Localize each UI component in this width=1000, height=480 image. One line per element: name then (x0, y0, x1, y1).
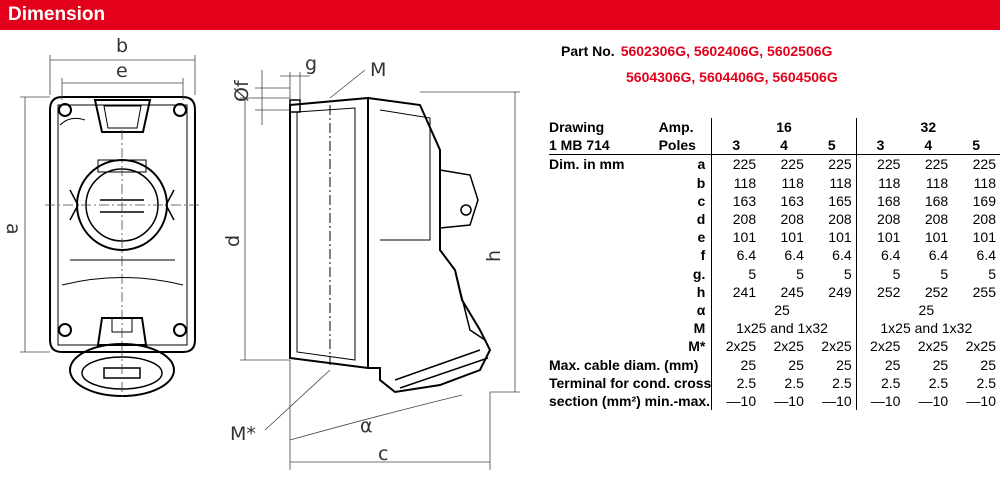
poles-label: Poles (659, 136, 712, 155)
table-cell: 2.5 (856, 374, 904, 392)
dim-label-a: a (2, 223, 24, 235)
table-cell: 249 (828, 283, 852, 300)
table-header-row-1 (549, 118, 1000, 136)
table-cell: —10 (918, 392, 949, 409)
table-cell: —10 (712, 392, 760, 410)
poles-cell: 5 (952, 136, 1000, 155)
table-cell: 6.4 (712, 246, 760, 264)
table-header-row-2 (549, 136, 1000, 155)
table-cell: 2.5 (712, 374, 760, 392)
table-cell: 208 (712, 210, 760, 228)
table-cell: 2.5 (832, 374, 852, 391)
table-cell: 2x25 (965, 338, 996, 355)
row-key: e (697, 229, 706, 246)
table-cell: 5 (940, 265, 949, 282)
table-cell: 168 (924, 192, 949, 209)
table-cell: 225 (924, 156, 949, 173)
table-cell: 245 (780, 283, 804, 300)
table-cell: 1x25 and 1x32 (712, 319, 856, 337)
table-cell: 225 (712, 155, 760, 174)
table-cell: 118 (829, 174, 852, 191)
table-cell: 252 (924, 283, 949, 300)
row-key: α (696, 301, 706, 318)
table-cell: 5 (796, 265, 804, 282)
table-row (549, 319, 1000, 337)
table-cell: 208 (924, 211, 949, 228)
table-cell: —10 (822, 392, 852, 409)
dim-label-f: Øf (231, 80, 253, 102)
row-key: c (697, 192, 706, 209)
dim-label-d: d (222, 234, 244, 247)
table-cell: 118 (712, 174, 760, 192)
terminal-label-1: Terminal for cond. cross (549, 374, 712, 391)
table-cell: 163 (780, 192, 804, 209)
table-cell: 208 (780, 211, 804, 228)
table-cell: 25 (932, 356, 949, 373)
amp-16: 16 (712, 118, 856, 136)
table-row (549, 192, 1000, 210)
table-cell: 1x25 and 1x32 (856, 319, 1000, 337)
table-cell: 6.4 (976, 247, 996, 264)
terminal-label-2: section (mm²) min.-max. (549, 392, 711, 409)
table-cell: 2x25 (856, 337, 904, 355)
table-cell: 225 (780, 156, 804, 173)
side-dimensions (240, 70, 520, 470)
amp-label: Amp. (658, 119, 694, 136)
table-row (549, 355, 1000, 373)
table-cell: 255 (972, 283, 996, 300)
table-cell: 2.5 (976, 374, 996, 391)
cable-label: Max. cable diam. (mm) (549, 356, 699, 373)
row-key: b (696, 174, 706, 191)
row-key: g. (692, 265, 706, 282)
table-cell: 225 (972, 156, 996, 173)
table-cell: 25 (980, 356, 996, 373)
table-row (549, 228, 1000, 246)
table-cell: 208 (828, 211, 852, 228)
table-cell: 25 (712, 301, 856, 319)
table-cell: 101 (856, 228, 904, 246)
table-cell: 101 (828, 229, 852, 246)
table-cell: 225 (828, 156, 852, 173)
dim-label-b: b (116, 35, 129, 57)
dim-label-m: M (370, 59, 387, 81)
table-cell: 25 (856, 355, 904, 373)
drawing-label: Drawing (549, 119, 605, 136)
poles-cell: 5 (808, 136, 856, 155)
table-cell: 168 (856, 192, 904, 210)
drawing-number: 1 MB 714 (549, 136, 659, 155)
table-cell: 118 (856, 174, 904, 192)
table-row (549, 337, 1000, 355)
dim-label-c: c (378, 443, 389, 465)
row-key: M* (688, 338, 706, 355)
row-key: f (700, 247, 706, 264)
table-cell: 208 (856, 210, 904, 228)
table-cell: 25 (712, 355, 760, 373)
row-key: d (696, 211, 706, 228)
side-dim-labels (222, 53, 505, 465)
front-view (50, 97, 195, 396)
table-cell: 118 (781, 174, 804, 191)
poles-cell: 3 (856, 136, 904, 155)
dim-label-m-star: M* (230, 423, 256, 445)
table-cell: 2x25 (773, 338, 804, 355)
table-cell: 6.4 (928, 247, 949, 264)
table-row (549, 392, 1000, 410)
table-cell: 2.5 (784, 374, 804, 391)
table-row (549, 265, 1000, 283)
table-cell: 165 (828, 192, 852, 209)
table-cell: 208 (972, 211, 996, 228)
dim-label-h: h (483, 249, 505, 262)
table-cell: 5 (988, 265, 996, 282)
table-cell: —10 (966, 392, 996, 409)
row-key: a (697, 156, 706, 173)
dimension-table (549, 118, 1000, 410)
table-cell: 5 (712, 265, 760, 283)
row-key: h (696, 283, 706, 300)
table-cell: 101 (780, 229, 804, 246)
table-cell: 6.4 (784, 247, 804, 264)
table-cell: 25 (836, 356, 852, 373)
dim-in-mm-label: Dim. in mm (549, 156, 625, 173)
table-row (549, 246, 1000, 264)
table-cell: 5 (843, 265, 852, 282)
table-cell: 241 (712, 283, 760, 301)
side-view (290, 98, 490, 392)
poles-cell: 4 (760, 136, 808, 155)
table-cell: 2x25 (712, 337, 760, 355)
header-bar (0, 0, 1000, 30)
table-cell: 2x25 (917, 338, 949, 355)
table-cell: 225 (856, 155, 904, 174)
table-cell: 169 (972, 192, 996, 209)
front-dimensions (20, 55, 200, 400)
part-no-line-2: 5604306G, 5604406G, 5604506G (626, 69, 838, 85)
table-cell: 2.5 (928, 374, 949, 391)
part-no-label: Part No. (561, 43, 615, 59)
dim-label-g: g (305, 53, 318, 75)
table-row (549, 174, 1000, 192)
row-key: M (693, 320, 706, 337)
table-cell: 5 (856, 265, 904, 283)
table-cell: 118 (925, 174, 949, 191)
table-row (549, 155, 1000, 174)
table-cell: 2x25 (821, 338, 852, 355)
table-cell: 25 (788, 356, 804, 373)
table-cell: 101 (924, 229, 949, 246)
table-cell: 101 (972, 229, 996, 246)
table-cell: 101 (712, 228, 760, 246)
amp-32: 32 (856, 118, 1000, 136)
dim-label-e: e (116, 60, 128, 82)
table-cell: —10 (774, 392, 804, 409)
table-cell: 118 (973, 174, 996, 191)
table-cell: 6.4 (832, 247, 852, 264)
part-numbers (561, 38, 838, 85)
section-title: Dimension (8, 4, 106, 25)
table-cell: 252 (856, 283, 904, 301)
table-cell: 163 (712, 192, 760, 210)
table-cell: 25 (856, 301, 1000, 319)
table-cell: —10 (856, 392, 904, 410)
dim-label-alpha: α (360, 415, 373, 437)
part-no-line-1: 5602306G, 5602406G, 5602506G (620, 43, 833, 59)
table-row (549, 283, 1000, 301)
table-row (549, 210, 1000, 228)
poles-cell: 4 (904, 136, 952, 155)
table-row (549, 374, 1000, 392)
technical-drawing (0, 30, 530, 480)
poles-cell: 3 (712, 136, 760, 155)
table-row (549, 301, 1000, 319)
table-cell: 6.4 (856, 246, 904, 264)
